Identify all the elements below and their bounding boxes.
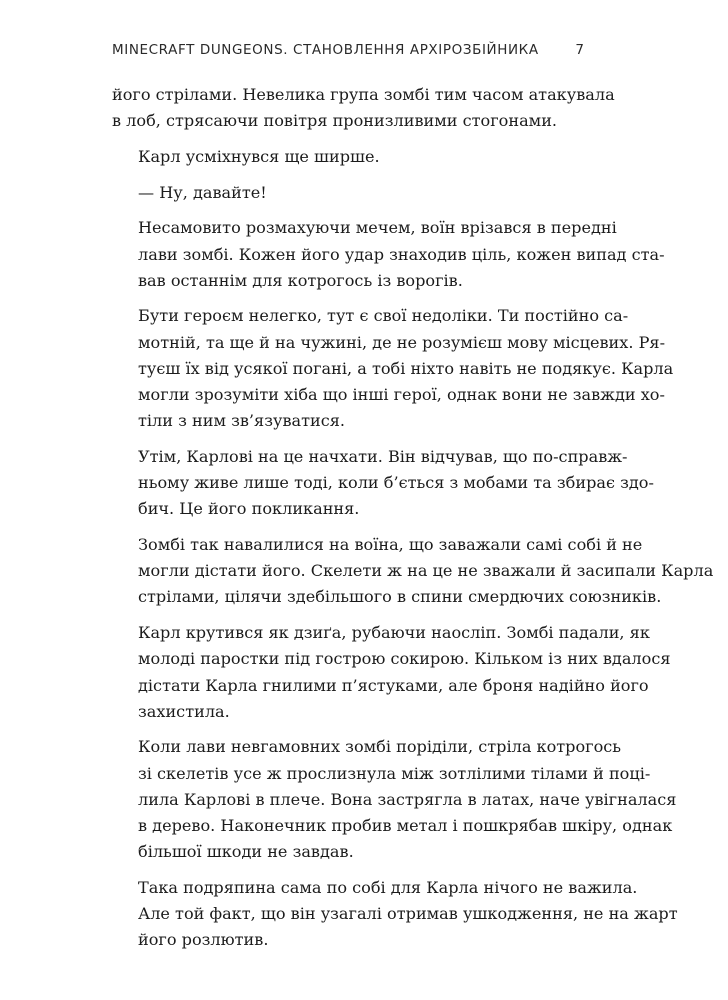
text-line: в лоб, стрясаючи повітря пронизливими стогонами. [112,111,558,131]
paragraph [112,82,615,134]
text-line: в дерево. Наконечник пробив метал і пошкрябав шкіру, однак [138,816,673,836]
text-line: дістати Карла гнилими п’ястуками, але броня надійно його [138,675,649,695]
text-line: його стрілами. Невелика група зомбі тим часом атакувала [112,85,615,104]
text-line: зі скелетів усе ж прослизнула між зотлілими тілами й поці- [138,763,651,783]
running-header [112,42,584,64]
paragraph [112,144,584,170]
paragraph [112,875,678,954]
page-number: 7 [575,42,584,58]
text-line: бич. Це його покликання. [138,499,360,519]
paragraph [112,444,654,523]
text-line: — Ну, давайте! [138,182,267,202]
text-line: Карл усміхнувся ще ширше. [138,146,380,166]
text-line: Коли лави невгамовних зомбі поріділи, стріла котрогось [138,737,622,757]
paragraph [112,215,665,294]
paragraph [112,620,671,725]
text-line: Утім, Карлові на це начхати. Він відчував, що по-справж- [138,446,628,466]
text-line: більшої шкоди не завдав. [138,842,354,862]
text-line: стрілами, цілячи здебільшого в спини смердючих союзників. [138,587,662,607]
text-line: лила Карлові в плече. Вона застрягла в латах, наче увігналася [138,789,677,809]
text-line: молоді паростки під гострою сокирою. Кільком із них вдалося [138,649,671,669]
text-line: вав останнім для котрогось із ворогів. [138,270,463,290]
text-line: Несамовито розмахуючи мечем, воїн врізався в передні [138,218,617,238]
text-line: його розлютив. [138,930,269,950]
text-line: тіли з ним зв’язуватися. [138,411,346,431]
text-line: могли зрозуміти хіба що інші герої, однак вони не завжди хо- [138,385,665,405]
text-line: Така подряпина сама по собі для Карла нічого не важила. [138,877,638,897]
running-title: MINECRAFT DUNGEONS. СТАНОВЛЕННЯ АРХІРОЗБІЙНИКА [112,42,539,58]
paragraph [112,180,584,206]
body-text [112,82,714,963]
text-line: лави зомбі. Кожен його удар знаходив ціль, кожен випад ста- [138,244,665,264]
text-line: Зомбі так навалилися на воїна, що заважали самі собі й не [138,535,643,555]
text-line: ньому живе лише тоді, коли б’ється з мобами та збирає здо- [138,473,654,493]
text-line: Але той факт, що він узагалі отримав ушкодження, не на жарт [138,904,678,924]
text-line: мотній, та ще й на чужині, де не розумієш мову місцевих. Ря- [138,332,666,352]
paragraph [112,303,674,434]
paragraph [112,532,714,611]
text-line: туєш їх від усякої погані, а тобі ніхто навіть не подякує. Карла [138,358,674,378]
text-line: Карл крутився як дзиґа, рубаючи наосліп. Зомбі падали, як [138,623,650,643]
text-line: Бути героєм нелегко, тут є свої недоліки. Ти постійно са- [138,306,629,326]
text-line: захистила. [138,701,230,721]
paragraph [112,734,677,865]
text-line: могли дістати його. Скелети ж на це не зважали й засипали Карла [138,561,714,581]
